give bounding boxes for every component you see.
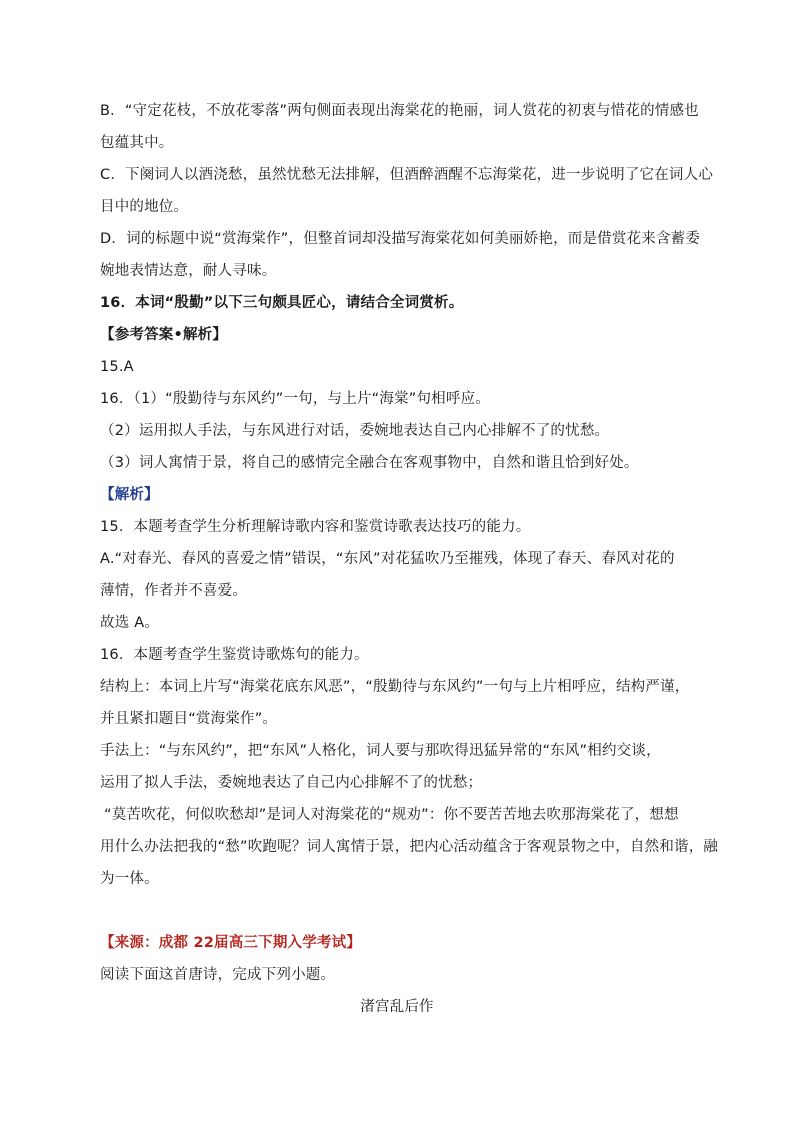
option-c-line-1: C．下阕词人以酒浇愁，虽然忧愁无法排解，但酒醉酒醒不忘海棠花，进一步说明了它在词人心: [100, 167, 714, 183]
quote-line-3: 为一体。: [100, 871, 159, 887]
structure-line-2: 并且紧扣题目“赏海棠作”。: [100, 711, 278, 727]
analysis-heading: 【解析】: [100, 487, 159, 503]
option-d-line-2: 婉地表情达意，耐人寻味。: [100, 263, 277, 279]
answer-16-point-3: （3）词人寓情于景，将自己的感情完全融合在客观事物中，自然和谐且恰到好处。: [100, 455, 639, 471]
reading-instruction: 阅读下面这首唐诗，完成下列小题。: [100, 967, 336, 983]
quote-line-1: “莫苦吹花，何似吹愁却”是词人对海棠花的“规劝”：你不要苦苦地去吹那海棠花了，想想: [104, 807, 679, 823]
option-d-line-1: D．词的标题中说“赏海棠作”，但整首词却没描写海棠花如何美丽娇艳，而是借赏花来含蓄委: [100, 231, 701, 247]
answer-heading: 【参考答案•解析】: [100, 327, 228, 343]
answer-15: 15.A: [100, 359, 134, 375]
option-c-line-2: 目中的地位。: [100, 199, 189, 215]
explanation-a-line-1: A.“对春光、春风的喜爱之情”错误，“东风”对花猛吹乃至摧残，体现了春天、春风对花的: [100, 551, 675, 567]
explanation-15: 15．本题考查学生分析理解诗歌内容和鉴赏诗歌表达技巧的能力。: [100, 519, 531, 535]
explanation-16: 16．本题考查学生鉴赏诗歌炼句的能力。: [100, 647, 369, 663]
explanation-a-line-2: 薄情，作者并不喜爱。: [100, 583, 247, 599]
source-label: 【来源：成都 22届高三下期入学考试】: [100, 935, 362, 951]
quote-line-2: 用什么办法把我的“愁”吹跑呢？词人寓情于景，把内心活动蕴含于客观景物之中，自然和谐，融: [100, 839, 719, 855]
question-16: 16．本词“殷勤”以下三句颇具匠心，请结合全词赏析。: [100, 295, 464, 311]
poem-title: 渚宫乱后作: [360, 999, 434, 1015]
option-b-line-1: B．“守定花枝，不放花零落”两句侧面表现出海棠花的艳丽，词人赏花的初衷与惜花的情感也: [100, 103, 699, 119]
technique-line-2: 运用了拟人手法，委婉地表达了自己内心排解不了的忧愁；: [100, 775, 483, 791]
answer-16-point-2: （2）运用拟人手法，与东风进行对话，委婉地表达自己内心排解不了的忧愁。: [100, 423, 610, 439]
explanation-a-choice: 故选 A。: [100, 615, 160, 631]
technique-line-1: 手法上：“与东风约”，把“东风”人格化，词人要与那吹得迅猛异常的“东风”相约交谈，: [100, 743, 661, 759]
answer-16-point-1: 16．（1）“殷勤待与东风约”一句，与上片“海棠”句相呼应。: [100, 391, 490, 407]
structure-line-1: 结构上：本词上片写“海棠花底东风恶”，“殷勤待与东风约”一句与上片相呼应，结构严谨，: [100, 679, 690, 695]
option-b-line-2: 包蕴其中。: [100, 135, 174, 151]
